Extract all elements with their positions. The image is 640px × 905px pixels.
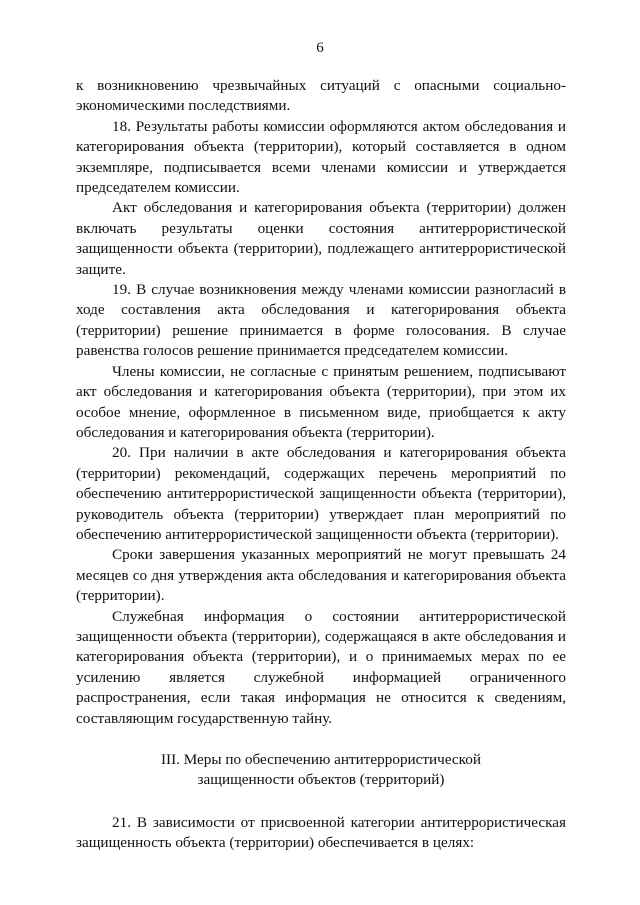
paragraph-19: 19. В случае возникновения между членами комиссии разногласий в ходе составления акта обследования и категорирования объекта (территории) решение принимается в форме голосования. В случае равенства голосов решение принимается председателем комиссии.: [76, 281, 566, 360]
paragraph-act-contents: Акт обследования и категорирования объекта (территории) должен включать результаты оценки состояния антитеррористической защищенности объекта (территории), подлежащего антитеррористической защите.: [76, 199, 566, 278]
paragraph-service-information: Служебная информация о состоянии антитеррористической защищенности объекта (территории), содержащаяся в акте обследования и категорирования объекта (территории), и о принимаемых мерах по ее усилению является служебной информацией ограниченного распространения, если такая информация не относится к сведениям, составляющим государственную тайну.: [76, 607, 566, 727]
paragraph-20: 20. При наличии в акте обследования и категорирования объекта (территории) рекомендаций, содержащих перечень мероприятий по обеспечению антитеррористической защищенности объекта (территории), руководитель объекта (территории) утверждает план мероприятий по обеспечению антитеррористической защищенности объекта (территории).: [76, 444, 566, 543]
paragraph-dissenting-members: Члены комиссии, не согласные с принятым решением, подписывают акт обследования и категорирования объекта (территории), при этом их особое мнение, оформленное в письменном виде, приобщается к акту обследования и категорирования объекта (территории).: [76, 362, 566, 441]
paragraph-18: 18. Результаты работы комиссии оформляются актом обследования и категорирования объекта (территории), который составляется в одном экземпляре, подписывается всеми членами комиссии и утверждается председателем комиссии.: [76, 117, 566, 197]
paragraph-21: 21. В зависимости от присвоенной категории антитеррористическая защищенность объекта (территории) обеспечивается в целях:: [76, 813, 566, 852]
section-heading-line-2: защищенности объектов (территорий): [197, 771, 445, 789]
paragraph-continuation: к возникновению чрезвычайных ситуаций с опасными социально-экономическими последствиями.: [76, 77, 566, 115]
section-heading-line-1: III. Меры по обеспечению антитеррористической: [160, 751, 482, 768]
page-number: 6: [316, 40, 324, 56]
paragraph-deadlines: Сроки завершения указанных мероприятий не могут превышать 24 месяцев со дня утверждения акта обследования и категорирования объекта (территории).: [76, 546, 566, 605]
section-heading: [76, 750, 566, 791]
document-body: [76, 76, 566, 854]
